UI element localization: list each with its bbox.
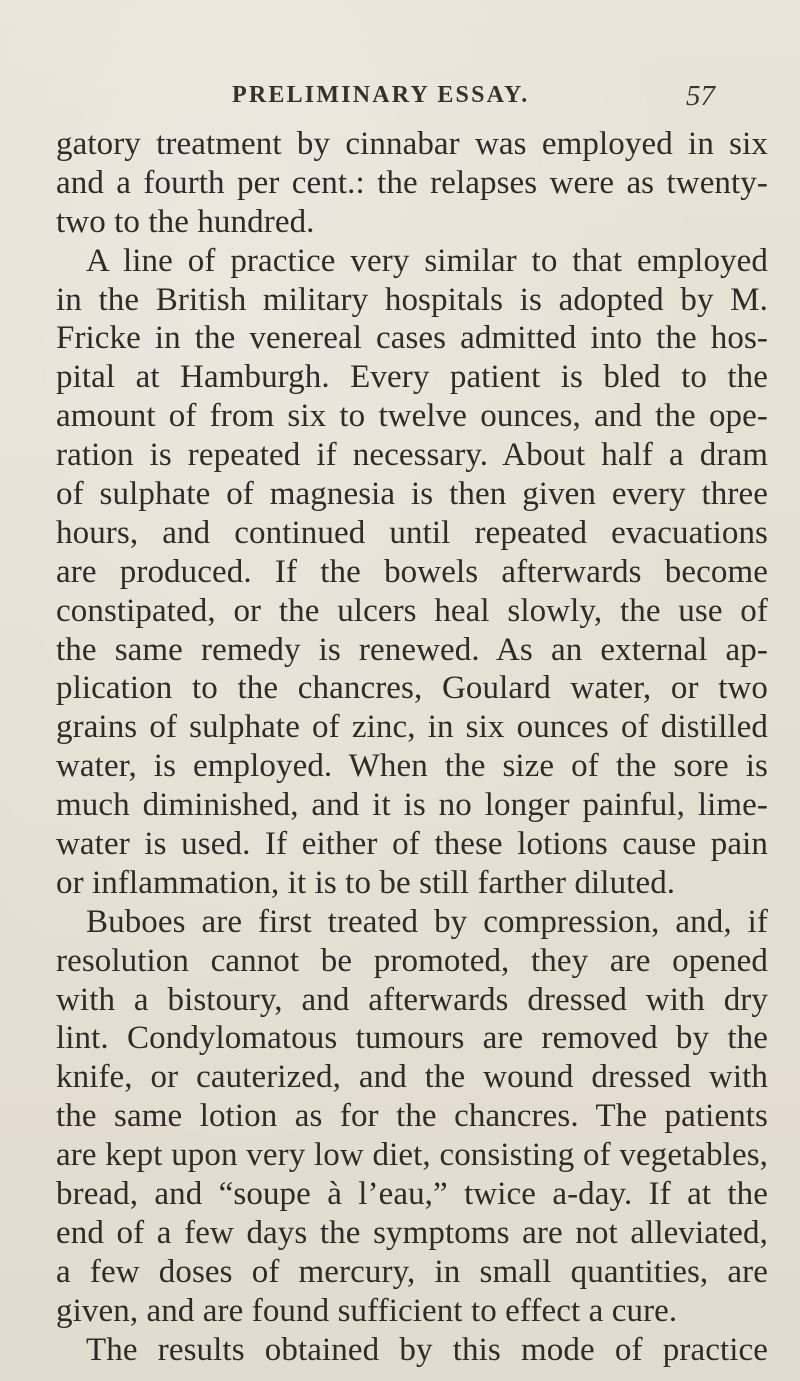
text-line: the same remedy is renewed. As an external ap- bbox=[56, 631, 768, 668]
text-line: ration is repeated if necessary. About half a dram bbox=[56, 437, 768, 474]
text-line: are produced. If the bowels afterwards become bbox=[56, 553, 768, 590]
text-line: pital at Hamburgh. Every patient is bled to the bbox=[56, 359, 768, 396]
text-line: given, and are found sufficient to effect a cure. bbox=[56, 1292, 678, 1329]
text-line: lint. Condylomatous tumours are removed by the bbox=[56, 1020, 768, 1057]
text-line: water, is employed. When the size of the sore is bbox=[56, 748, 768, 785]
running-head: PRELIMINARY ESSAY. bbox=[232, 82, 530, 108]
text-line: resolution cannot be promoted, they are opened bbox=[56, 942, 768, 979]
text-line: knife, or cauterized, and the wound dressed with bbox=[56, 1059, 768, 1096]
paragraph-start-line: The results obtained by this mode of practice bbox=[86, 1331, 768, 1368]
text-line: hours, and continued until repeated evacuations bbox=[56, 514, 768, 551]
text-line: water is used. If either of these lotions cause pain bbox=[56, 826, 768, 863]
text-line: amount of from six to twelve ounces, and the ope- bbox=[56, 398, 768, 435]
text-line: a few doses of mercury, in small quantities, are bbox=[56, 1253, 768, 1290]
text-line: or inflammation, it is to be still farther diluted. bbox=[56, 864, 676, 901]
paragraph-start-line: Buboes are first treated by compression, and, if bbox=[86, 903, 768, 940]
text-line: the same lotion as for the chancres. The patients bbox=[56, 1098, 768, 1135]
text-line: bread, and “soupe à l’eau,” twice a-day. If at the bbox=[56, 1176, 768, 1213]
text-line: plication to the chancres, Goulard water, or two bbox=[56, 670, 768, 707]
text-line: in the British military hospitals is adopted by M. bbox=[56, 281, 768, 318]
page-header bbox=[0, 82, 800, 116]
text-line: two to the hundred. bbox=[56, 203, 315, 240]
page-number: 57 bbox=[686, 80, 715, 112]
text-line: and a fourth per cent.: the relapses were as twenty- bbox=[56, 164, 768, 201]
text-line: are kept upon very low diet, consisting of vegetables, bbox=[56, 1137, 768, 1174]
text-line: end of a few days the symptoms are not alleviated, bbox=[56, 1214, 768, 1251]
text-line: constipated, or the ulcers heal slowly, the use of bbox=[56, 592, 768, 629]
text-line: of sulphate of magnesia is then given every three bbox=[56, 476, 768, 513]
text-line: Fricke in the venereal cases admitted into the hos- bbox=[56, 320, 768, 357]
text-line: with a bistoury, and afterwards dressed with dry bbox=[56, 981, 768, 1018]
text-line: grains of sulphate of zinc, in six ounces of distilled bbox=[56, 709, 768, 746]
body-text bbox=[56, 125, 768, 1370]
paragraph-start-line: A line of practice very similar to that employed bbox=[86, 242, 768, 279]
text-line: much diminished, and it is no longer painful, lime- bbox=[56, 787, 768, 824]
text-line: gatory treatment by cinnabar was employed in six bbox=[56, 126, 768, 162]
